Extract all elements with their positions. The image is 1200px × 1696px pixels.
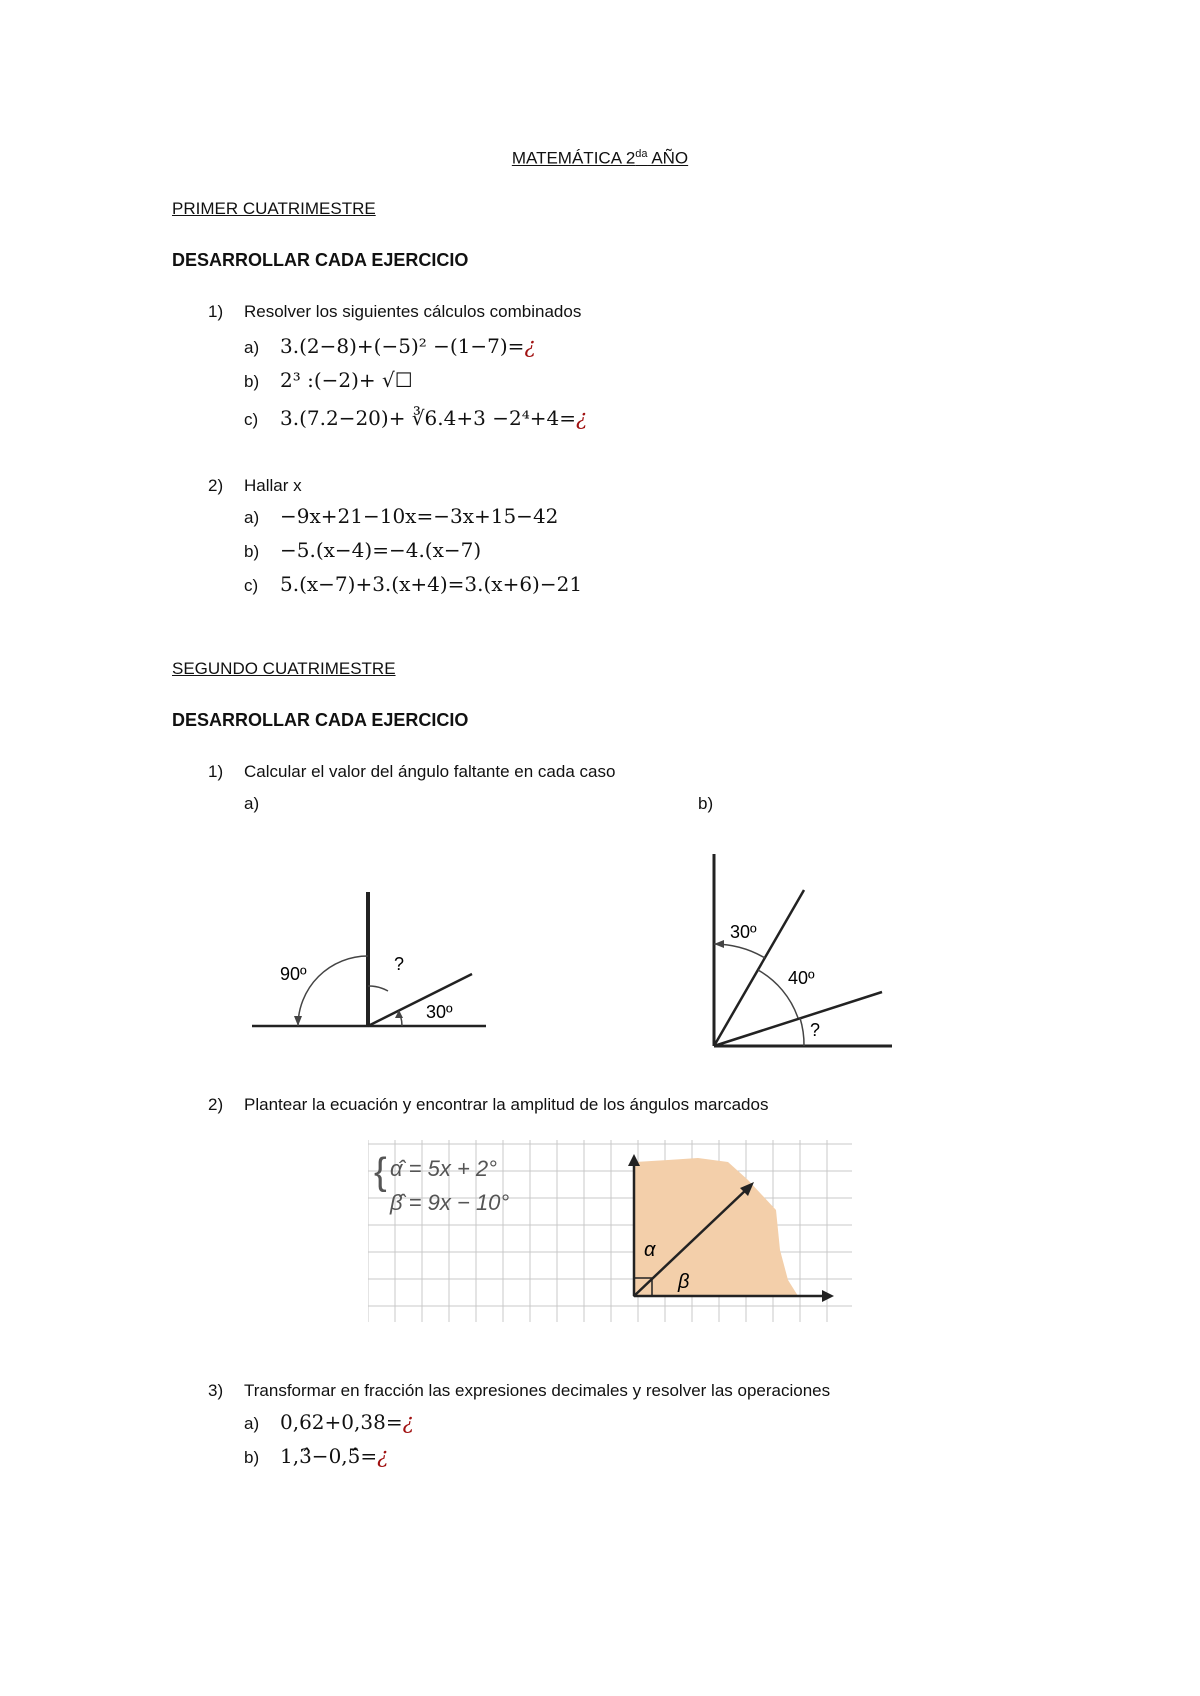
expression: 2³ :(−2)+ √☐ xyxy=(280,368,413,392)
arc-unknown xyxy=(800,1018,804,1046)
angle-figure-a xyxy=(250,880,490,1030)
equation: 5.(x−7)+3.(x+4)=3.(x+6)−21 xyxy=(280,572,583,596)
exercise-statement: Resolver los siguientes cálculos combinados xyxy=(244,302,582,321)
angle-label-30: 30º xyxy=(730,922,757,942)
equation-alpha: α̂ = 5x + 2° xyxy=(390,1156,497,1181)
angle-label-40: 40º xyxy=(788,968,815,988)
expression: 0,62+0,38=¿ xyxy=(280,1410,414,1434)
expression: 1,3̂−0,5̂=¿ xyxy=(280,1444,389,1468)
item-label-b: b) xyxy=(698,794,714,813)
arrow-head xyxy=(822,1290,834,1302)
arc-unknown xyxy=(368,986,388,991)
exercise-number: 1) xyxy=(208,762,224,781)
item-label-a: a) xyxy=(244,794,260,813)
item-label: c) xyxy=(244,410,259,429)
item-label: c) xyxy=(244,576,259,595)
item-label: a) xyxy=(244,508,260,527)
brace: { xyxy=(374,1151,387,1193)
item-label: a) xyxy=(244,1414,260,1433)
alpha-label: α xyxy=(644,1239,656,1261)
item-label: a) xyxy=(244,338,260,357)
exercise-statement: Calcular el valor del ángulo faltante en cada caso xyxy=(244,762,616,781)
unknown-angle-label: ? xyxy=(394,954,405,974)
item-label: b) xyxy=(244,1448,260,1467)
exercise-statement: Hallar x xyxy=(244,476,302,495)
beta-label: β xyxy=(678,1271,690,1293)
equation-beta: β̂ = 9x − 10° xyxy=(390,1190,510,1215)
angle-label-30: 30º xyxy=(426,1002,453,1022)
exercise-number: 1) xyxy=(208,302,224,321)
page-title: MATEMÁTICA $2^{da}$ AÑO xyxy=(511,148,689,168)
exercise-number: 2) xyxy=(208,476,224,495)
exercise-number: 3) xyxy=(208,1381,224,1400)
second-term-instruction: DESARROLLAR CADA EJERCICIO xyxy=(172,710,469,730)
exercise-statement: Transformar en fracción las expresiones decimales y resolver las operaciones xyxy=(244,1381,831,1400)
arc-90 xyxy=(298,956,368,1026)
first-term-section: PRIMER CUATRIMESTRE xyxy=(172,199,376,218)
arrow-head xyxy=(294,1016,302,1026)
angle-figure-b xyxy=(706,850,896,1050)
angle-label-90: 90º xyxy=(280,964,307,984)
expression: 3.(7.2−20)+ ∛6.4+3 −2⁴+4=¿ xyxy=(280,406,588,430)
second-term-section: SEGUNDO CUATRIMESTRE xyxy=(172,659,396,678)
equation: −5.(x−4)=−4.(x−7) xyxy=(280,538,482,562)
oblique-ray xyxy=(368,974,472,1026)
first-term-instruction: DESARROLLAR CADA EJERCICIO xyxy=(172,250,469,270)
item-label: b) xyxy=(244,542,260,561)
exercise-number: 2) xyxy=(208,1095,224,1114)
exercise-statement: Plantear la ecuación y encontrar la amplitud de los ángulos marcados xyxy=(244,1095,769,1114)
unknown-angle-label: ? xyxy=(810,1020,821,1040)
expression: 3.(2−8)+(−5)² −(1−7)=¿ xyxy=(280,334,536,358)
item-label: b) xyxy=(244,372,260,391)
equation: −9x+21−10x=−3x+15−42 xyxy=(280,504,559,528)
grid-angle-figure xyxy=(368,1140,852,1322)
